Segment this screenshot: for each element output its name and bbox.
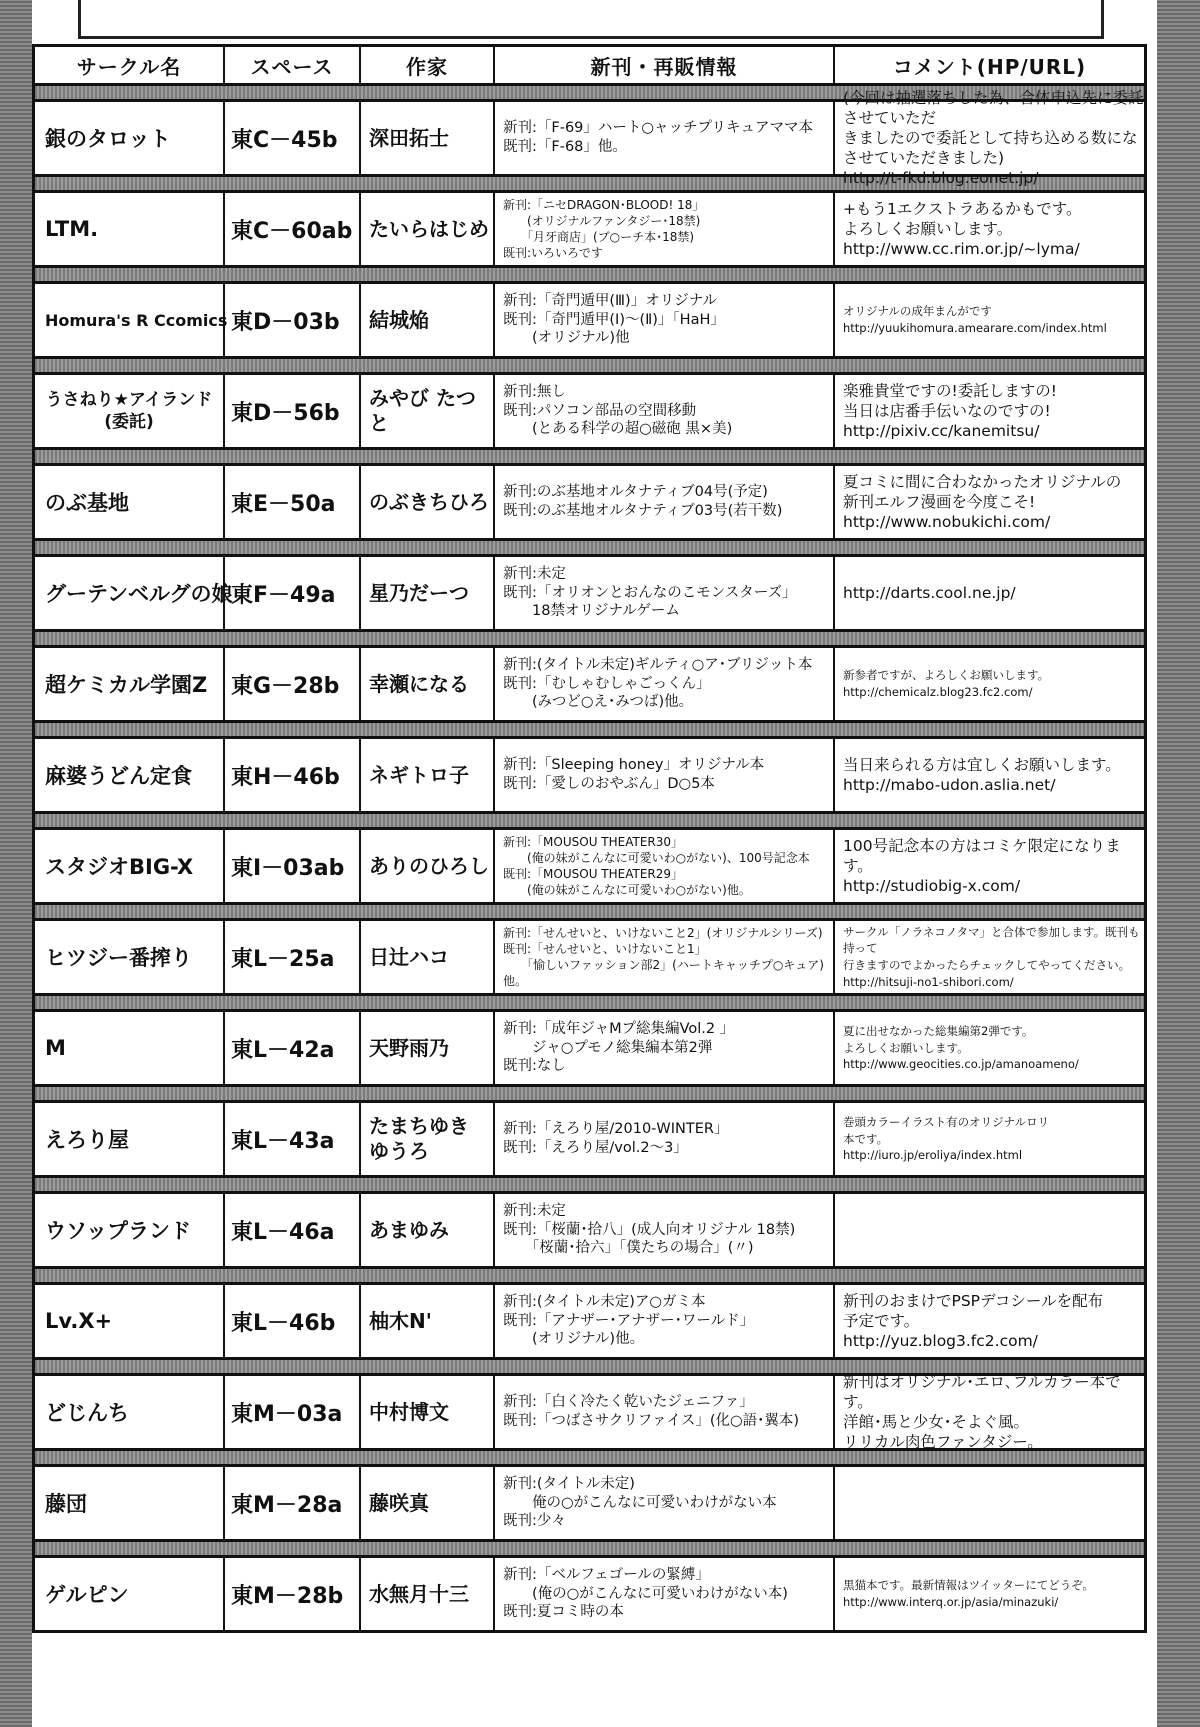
comment-url: 黒猫本です。最新情報はツイッターにてどうぞ。 http://www.interq.or.jp/asia/minazuki/ — [843, 1578, 1095, 1609]
table-row — [32, 1100, 1147, 1178]
space-number: 東L－43a — [225, 1103, 361, 1175]
release-info: 新刊:無し 既刊:パソコン部品の空間移動 (とある科学の超○磁砲 黒×美) — [495, 375, 835, 447]
comment-url: サークル「ノラネコノタマ」と合体で参加します。既刊も持って 行きますのでよかったらチェックしてやってください。 http://hitsuji-no1-shibori.com/ — [843, 924, 1140, 989]
space-number: 東G－28b — [225, 648, 361, 720]
author-name: のぶきちひろ — [361, 466, 495, 538]
table-row — [32, 1373, 1147, 1451]
row-separator — [32, 541, 1147, 554]
release-info: 新刊:「MOUSOU THEATER30」 (俺の妹がこんなに可愛いわ○がない)、100号記念本 既刊:「MOUSOU THEATER29」 (俺の妹がこんなに可愛いわ○がない)他。 — [495, 830, 835, 902]
table-row — [32, 281, 1147, 359]
circle-name: どじんち — [35, 1376, 225, 1448]
release-info: 新刊:(タイトル未定)ア○ガミ本 既刊:「アナザー･アナザー･ワールド」 (オリジナル)他。 — [495, 1285, 835, 1357]
circle-name: ウソップランド — [35, 1194, 225, 1266]
space-number: 東L－42a — [225, 1012, 361, 1084]
row-separator — [32, 450, 1147, 463]
comment-url: 100号記念本の方はコミケ限定になります。 http://studiobig-x.com/ — [843, 836, 1121, 896]
release-info: 新刊:のぶ基地オルタナティブ04号(予定) 既刊:のぶ基地オルタナティブ03号(若干数) — [495, 466, 835, 538]
circle-name: 麻婆うどん定食 — [35, 739, 225, 811]
header-comment: コメント(HP/URL) — [892, 54, 1087, 79]
circle-name: ゲルピン — [35, 1558, 225, 1630]
release-info: 新刊:「えろり屋/2010-WINTER」 既刊:「えろり屋/vol.2～3」 — [495, 1103, 835, 1175]
header-author: 作家 — [361, 47, 495, 83]
comment-url: 巻頭カラーイラスト有のオリジナルロリ 本です。 http://iuro.jp/eroliya/index.html — [843, 1114, 1050, 1163]
table-row — [32, 1282, 1147, 1360]
row-separator — [32, 905, 1147, 918]
circle-name: Homura's R Ccomics — [35, 284, 225, 356]
circle-name: えろり屋 — [35, 1103, 225, 1175]
comment-url: 新参者ですが、よろしくお願いします。 http://chemicalz.blog23.fc2.com/ — [843, 668, 1050, 699]
author-name: あまゆみ — [361, 1194, 495, 1266]
circle-name: Lv.X+ — [35, 1285, 225, 1357]
circle-name: 銀のタロット — [35, 102, 225, 174]
table-row — [32, 554, 1147, 632]
row-separator — [32, 814, 1147, 827]
circle-name: のぶ基地 — [35, 466, 225, 538]
release-info: 新刊:「Sleeping honey」オリジナル本 既刊:「愛しのおやぶん」D○5本 — [495, 739, 835, 811]
table-row — [32, 1009, 1147, 1087]
header-info: 新刊・再販情報 — [495, 47, 835, 83]
space-number: 東M－28b — [225, 1558, 361, 1630]
comment-url — [835, 1467, 1144, 1539]
author-name: みやび たつと — [361, 375, 495, 447]
comment-url: 夏に出せなかった総集編第2弾です。 よろしくお願いします。 http://www.geocities.co.jp/amanoameno/ — [843, 1023, 1079, 1072]
left-margin-texture — [0, 0, 32, 1727]
release-info: 新刊:「ニセDRAGON･BLOOD! 18」 (オリジナルファンタジー･18禁) 「月牙商店」(ブ○ーチ本･18禁) 既刊:いろいろです — [495, 193, 835, 265]
comment-url: http://darts.cool.ne.jp/ — [843, 583, 1016, 602]
row-separator — [32, 632, 1147, 645]
top-frame-line — [1101, 0, 1104, 38]
author-name: 深田拓士 — [361, 102, 495, 174]
author-name: たまちゆき ゆうろ — [361, 1103, 495, 1175]
space-number: 東I－03ab — [225, 830, 361, 902]
author-name: 水無月十三 — [361, 1558, 495, 1630]
table-row — [32, 827, 1147, 905]
release-info: 新刊:「ベルフェゴールの緊縛」 (俺の○がこんなに可愛いわけがない本) 既刊:夏コミ時の本 — [495, 1558, 835, 1630]
comment-url: 楽雅貴堂ですの!委託しますの! 当日は店番手伝いなのですの! http://pixiv.cc/kanemitsu/ — [843, 381, 1057, 441]
top-frame-line — [78, 36, 1104, 39]
circle-name: M — [35, 1012, 225, 1084]
comment-url: 新刊のおまけでPSPデコシールを配布 予定です。 http://yuz.blog3.fc2.com/ — [843, 1291, 1104, 1351]
row-separator — [32, 359, 1147, 372]
author-name: 藤咲真 — [361, 1467, 495, 1539]
comment-url: 新刊はオリジナル･エロ､フルカラー本です。 洋館･馬と少女･そよぐ風。 リリカル肉色ファンタジー。 — [843, 1372, 1121, 1452]
space-number: 東H－46b — [225, 739, 361, 811]
comment-url: 夏コミに間に合わなかったオリジナルの 新刊エルフ漫画を今度こそ! http://www.nobukichi.com/ — [843, 472, 1122, 532]
comment-url: させていただ きましたので委託として持ち込める数になさせていただきました) — [843, 108, 1138, 168]
space-number: 東D－56b — [225, 375, 361, 447]
space-number: 東M－28a — [225, 1467, 361, 1539]
row-separator — [32, 1451, 1147, 1464]
table-row — [32, 99, 1147, 177]
space-number: 東M－03a — [225, 1376, 361, 1448]
author-name: 結城焔 — [361, 284, 495, 356]
release-info: 新刊:「成年ジャMプ総集編Vol.2 」 ジャ○プモノ総集編本第2弾 既刊:なし — [495, 1012, 835, 1084]
top-frame-line — [78, 0, 81, 38]
circle-name: LTM. — [35, 193, 225, 265]
space-number: 東D－03b — [225, 284, 361, 356]
release-info: 新刊:「白く冷たく乾いたジェニファ」 既刊:「つばさサクリファイス」(化○語･翼本) — [495, 1376, 835, 1448]
table-row — [32, 736, 1147, 814]
space-number: 東C－60ab — [225, 193, 361, 265]
row-separator — [32, 723, 1147, 736]
row-separator — [32, 1178, 1147, 1191]
circle-name: 藤団 — [35, 1467, 225, 1539]
comment-url: +もう1エクストラあるかもです。 よろしくお願いします。 http://www.cc.rim.or.jp/~lyma/ — [843, 199, 1082, 259]
author-name: 幸瀬になる — [361, 648, 495, 720]
author-name: 日辻ハコ — [361, 921, 495, 993]
right-margin-texture — [1157, 0, 1200, 1727]
table-row — [32, 190, 1147, 268]
circle-name: スタジオBIG-X — [35, 830, 225, 902]
header-space: スペース — [225, 47, 361, 83]
space-number: 東L－25a — [225, 921, 361, 993]
table-body — [32, 86, 1147, 1633]
table-header — [32, 44, 1147, 86]
author-name: ネギトロ子 — [361, 739, 495, 811]
author-name: 柚木N' — [361, 1285, 495, 1357]
row-separator — [32, 1269, 1147, 1282]
table-row — [32, 645, 1147, 723]
author-name: 星乃だーつ — [361, 557, 495, 629]
row-separator — [32, 1542, 1147, 1555]
header-circle: サークル名 — [35, 47, 225, 83]
release-info: 新刊:「せんせいと、いけないこと2」(オリジナルシリーズ) 既刊:「せんせいと、いけないこと1」 「愉しいファッション部2」(ハートキャッチプ○キュア)他。 — [495, 921, 835, 993]
row-separator — [32, 996, 1147, 1009]
row-separator — [32, 1087, 1147, 1100]
table-row — [32, 1191, 1147, 1269]
circle-name: ヒツジー番搾り — [35, 921, 225, 993]
release-info: 新刊:「奇門遁甲(Ⅲ)」オリジナル 既刊:「奇門遁甲(Ⅰ)～(Ⅱ)」「HaH」 (オリジナル)他 — [495, 284, 835, 356]
circle-name: グーテンベルグの娘 — [35, 557, 225, 629]
release-info: 新刊:(タイトル未定) 俺の○がこんなに可愛いわけがない本 既刊:少々 — [495, 1467, 835, 1539]
circle-table — [32, 44, 1147, 1633]
table-row — [32, 1555, 1147, 1633]
author-name: ありのひろし — [361, 830, 495, 902]
space-number: 東E－50a — [225, 466, 361, 538]
release-info: 新刊:(タイトル未定)ギルティ○ア･ブリジット本 既刊:「むしゃむしゃごっくん」 (みつど○え･みつば)他。 — [495, 648, 835, 720]
circle-name: うさねり★アイランド (委託) — [35, 375, 225, 447]
space-number: 東L－46a — [225, 1194, 361, 1266]
comment-url — [835, 1194, 1144, 1266]
table-row — [32, 1464, 1147, 1542]
space-number: 東L－46b — [225, 1285, 361, 1357]
space-number: 東C－45b — [225, 102, 361, 174]
space-number: 東F－49a — [225, 557, 361, 629]
table-row — [32, 463, 1147, 541]
author-name: 天野雨乃 — [361, 1012, 495, 1084]
table-row — [32, 372, 1147, 450]
comment-url: オリジナルの成年まんがです http://yuukihomura.amearare.com/index.html — [843, 304, 1107, 335]
circle-name: 超ケミカル学園Z — [35, 648, 225, 720]
row-separator — [32, 268, 1147, 281]
author-name: 中村博文 — [361, 1376, 495, 1448]
release-info: 新刊:未定 既刊:「桜蘭･拾八」(成人向オリジナル 18禁) 「桜蘭･拾六」「僕たちの場合」(〃) — [495, 1194, 835, 1266]
comment-url: 当日来られる方は宜しくお願いします。 http://mabo-udon.aslia.net/ — [843, 755, 1121, 794]
author-name: たいらはじめ — [361, 193, 495, 265]
release-info: 新刊:「F-69」ハート○ャッチプリキュアママ本 既刊:「F-68」他。 — [495, 102, 835, 174]
table-row — [32, 918, 1147, 996]
release-info: 新刊:未定 既刊:「オリオンとおんなのこモンスターズ」 18禁オリジナルゲーム — [495, 557, 835, 629]
